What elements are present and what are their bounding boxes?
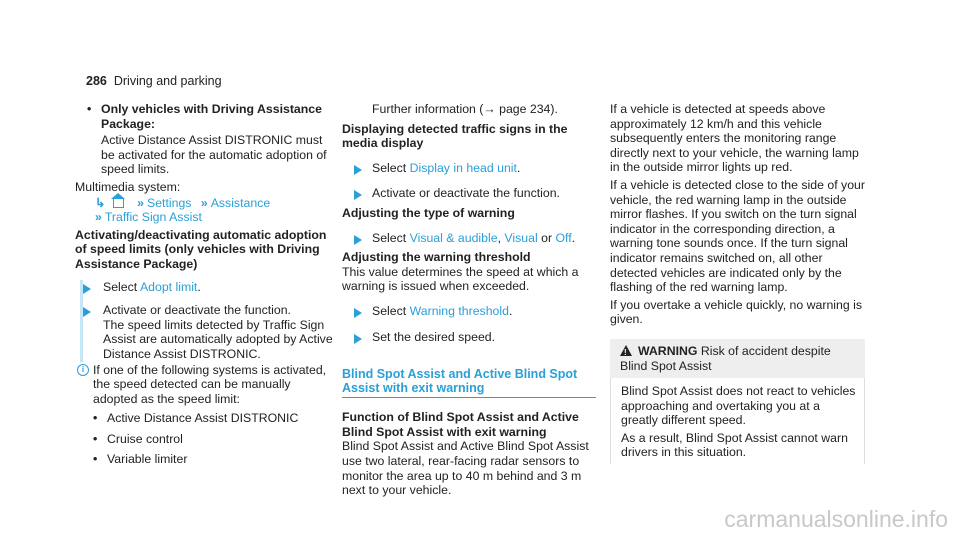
step-activate-media [342, 186, 596, 201]
warning-label: WARNING [638, 343, 698, 358]
watermark-logo: carmanualsonline.info [724, 506, 948, 533]
system-item: • Cruise control [93, 431, 183, 446]
step-text: Select [103, 279, 138, 294]
warning-threshold-link[interactable]: Warning threshold [409, 303, 509, 318]
step-text: Set the desired speed. [372, 329, 496, 344]
path-assistance[interactable]: Assistance [210, 195, 271, 210]
package-text: Active Distance Assist DISTRONIC must be activated for the automatic adoption of speed limits. [101, 133, 327, 177]
column-1 [75, 102, 335, 467]
step-text: Select [372, 160, 407, 175]
step-suffix: . [571, 230, 576, 245]
step-text: Select [372, 230, 407, 245]
function-text: Blind Spot Assist and Active Blind Spot Assist use two lateral, rear-facing radar sensors to monitor the area up to 40 m behind and 3 m next to your vehicle. [342, 439, 589, 498]
function-heading: Function of Blind Spot Assist and Active Blind Spot Assist with exit warning [342, 410, 579, 439]
visual-audible-link[interactable]: Visual & audible [409, 230, 498, 245]
paragraph-speed: If a vehicle is detected at speeds above approximately 12 km/h and this vehicle subsequently enters the monitoring range directly next to your vehicle, the warning lamp in the outside mirror lights up red. [610, 102, 859, 175]
warning-type-heading: Adjusting the type of warning [342, 205, 515, 220]
media-display-heading: Displaying detected traffic signs in the media display [342, 121, 568, 151]
page-header [86, 74, 222, 89]
off-link[interactable]: Off [555, 230, 572, 245]
warning-box [610, 339, 865, 464]
path-traffic-sign-assist[interactable]: Traffic Sign Assist [104, 210, 202, 225]
separator: , [497, 230, 501, 245]
step-activate [95, 303, 335, 361]
threshold-heading: Adjusting the warning threshold [342, 250, 531, 265]
step-text: Select [372, 303, 407, 318]
step-text: Activate or deactivate the function. [372, 186, 560, 201]
chevron-icon: » [200, 195, 205, 210]
step-arrow-icon [83, 282, 99, 297]
system-item: • Variable limiter [93, 452, 188, 467]
warning-paragraph-1: Blind Spot Assist does not react to vehicles approaching and overtaking you at a greatly different speed. [621, 384, 856, 428]
step-arrow-icon [354, 332, 370, 347]
warning-triangle-icon: ! [620, 345, 632, 356]
menu-path-2 [75, 210, 335, 225]
step-warning-type [342, 231, 596, 246]
step-arrow-icon [354, 233, 370, 248]
bullet-dot: • [87, 102, 92, 116]
step-arrow-icon [354, 306, 370, 321]
paragraph-turn-signal: If a vehicle is detected close to the side of your vehicle, the red warning lamp in the outside mirror flashes. If you switch on the turn signal indicator in the corresponding direction, a warning tone sounds once. If the turn signal indicator remains switched on, all other detected vehicles are indicated only by the flashing of the red warning lamp. [610, 177, 865, 295]
adopt-limit-link[interactable]: Adopt limit [139, 279, 198, 294]
warning-body [610, 378, 865, 464]
or-text: or [541, 230, 553, 245]
path-settings[interactable]: Settings [147, 195, 192, 210]
info-text: If one of the following systems is activated, the speed detected can be manually adopted as the speed limit: [93, 362, 327, 406]
step-arrow-icon [83, 305, 99, 320]
multimedia-label: Multimedia system: [75, 179, 181, 194]
system-item: • Active Distance Assist DISTRONIC [93, 411, 299, 426]
column-3 [610, 102, 865, 464]
threshold-text: This value determines the speed at which a warning is issued when exceeded. [342, 264, 579, 294]
step-suffix: . [197, 279, 201, 294]
package-title: Only vehicles with Driving Assistance Package: [101, 102, 322, 131]
system-label: Active Distance Assist DISTRONIC [107, 411, 299, 426]
step-activate-note: The speed limits detected by Traffic Sign Assist are automatically adopted by Active Distance Assist DISTRONIC. [103, 317, 333, 361]
column-2 [342, 102, 596, 498]
adoption-heading: Activating/deactivating automatic adoption of speed limits (only vehicles with Driving Assistance Package) [75, 227, 327, 271]
chevron-icon: » [95, 210, 99, 225]
step-list [80, 280, 335, 362]
step-adopt-limit [95, 280, 335, 295]
visual-link[interactable]: Visual [504, 230, 538, 245]
warning-title: Risk of accident despite Blind Spot Assist [620, 343, 831, 373]
step-display-head-unit [342, 161, 596, 176]
chevron-icon: » [137, 195, 141, 210]
step-arrow-icon [354, 163, 370, 178]
step-suffix: . [508, 303, 513, 318]
warning-header [610, 339, 865, 378]
step-warning-threshold [342, 304, 596, 319]
step-suffix: . [516, 160, 521, 175]
system-label: Variable limiter [107, 452, 188, 467]
info-note [75, 363, 335, 468]
further-info: Further information (→ page 234). [372, 102, 558, 116]
package-bullet [87, 102, 335, 177]
home-icon [113, 199, 124, 208]
enter-arrow-icon: ↳ [95, 195, 106, 210]
step-set-speed [342, 330, 596, 345]
system-label: Cruise control [107, 431, 183, 446]
info-icon: i [77, 364, 89, 376]
section-name: Driving and parking [113, 74, 222, 88]
menu-path [75, 196, 335, 211]
display-head-unit-link[interactable]: Display in head unit [409, 160, 517, 175]
step-arrow-icon [354, 188, 370, 203]
blind-spot-section-title: Blind Spot Assist and Active Blind Spot Assist with exit warning [342, 367, 596, 398]
warning-paragraph-2: As a result, Blind Spot Assist cannot warn drivers in this situation. [621, 430, 848, 460]
page-number: 286 [86, 74, 107, 88]
step-activate-text: Activate or deactivate the function. [103, 303, 291, 318]
paragraph-overtake: If you overtake a vehicle quickly, no warning is given. [610, 297, 862, 327]
